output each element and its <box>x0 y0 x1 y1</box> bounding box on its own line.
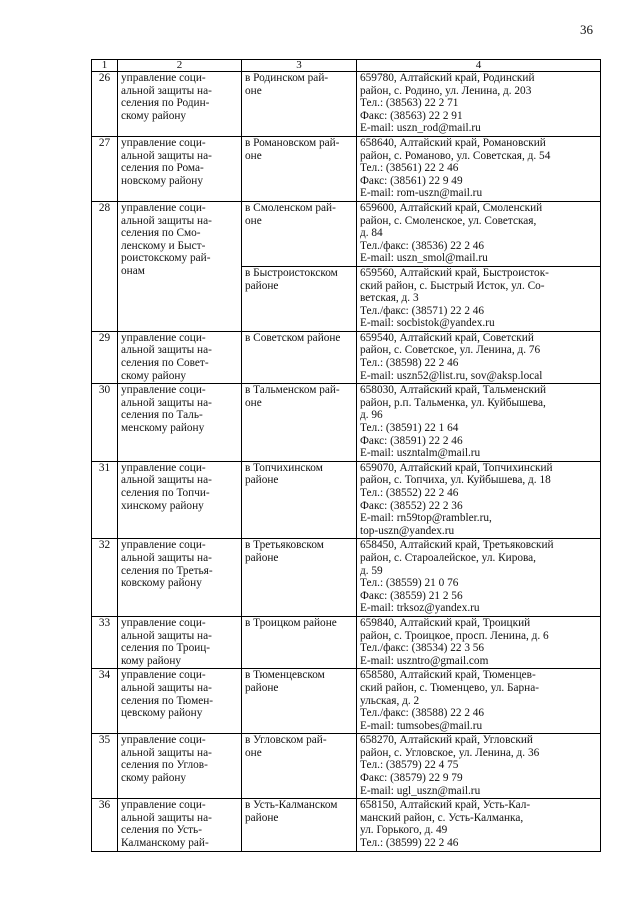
contact-line: Тел.: (38591) 22 1 64 <box>360 422 459 435</box>
organization-line: селения по Троиц- <box>121 642 211 655</box>
table-row <box>92 461 601 539</box>
contact-line: Факс: (38579) 22 9 79 <box>360 772 463 785</box>
contact-line: район, с. Староалейское, ул. Кирова, <box>360 551 537 564</box>
contact-line: 659780, Алтайский край, Родинский <box>360 72 535 84</box>
table-body <box>92 72 601 852</box>
organization-line: альной защиты на- <box>121 84 212 97</box>
organization-line: управление соци- <box>121 331 206 344</box>
organization-cell <box>118 331 242 383</box>
organization-line: альной защиты на- <box>121 344 212 357</box>
organization-line: Калманскому рай- <box>121 837 209 850</box>
district-line: в Усть-Калманском <box>245 799 338 812</box>
organization-line: скому району <box>121 772 187 785</box>
organization-line: управление соци- <box>121 384 206 397</box>
organization-line: управление соци- <box>121 669 206 682</box>
organization-line: селения по Смо- <box>121 227 201 240</box>
organization-line: цевскому району <box>121 707 203 720</box>
organization-line: альной защиты на- <box>121 551 212 564</box>
email-line[interactable]: E-mail: rn59top@rambler.ru, <box>360 512 492 525</box>
district-line: в Тальменском рай- <box>245 384 340 397</box>
table-row <box>92 539 601 617</box>
contacts-cell <box>357 616 601 668</box>
organization-line: управление соци- <box>121 136 206 149</box>
organization-line: альной защиты на- <box>121 681 212 694</box>
contact-line: Факс: (38561) 22 9 49 <box>360 174 463 187</box>
contact-line: ульская, д. 2 <box>360 694 420 707</box>
district-line: районе <box>245 474 279 487</box>
organization-cell <box>118 201 242 331</box>
contact-line: 659840, Алтайский край, Троицкий <box>360 616 531 629</box>
contact-line: 658640, Алтайский край, Романовский <box>360 136 546 149</box>
contact-line: район, с. Смоленское, ул. Советская, <box>360 214 537 227</box>
contact-line: Факс: (38552) 22 2 36 <box>360 499 463 512</box>
contact-line: район, с. Советское, ул. Ленина, д. 76 <box>360 344 541 357</box>
organization-line: альной защиты на- <box>121 474 212 487</box>
district-cell <box>242 72 357 137</box>
organization-line: онам <box>121 264 145 277</box>
organization-line: роистокскому рай- <box>121 252 211 265</box>
contacts-cell <box>357 384 601 462</box>
contact-line: д. 96 <box>360 409 383 422</box>
row-number: 27 <box>92 136 118 201</box>
email-line[interactable]: E-mail: uszn_rod@mail.ru <box>360 122 481 135</box>
organization-line: альной защиты на- <box>121 746 212 759</box>
district-line: в Романовском рай- <box>245 136 340 149</box>
contact-line: район, р.п. Тальменка, ул. Куйбышева, <box>360 396 546 409</box>
email-line[interactable]: E-mail: uszntro@gmail.com <box>360 654 489 667</box>
institutions-table <box>91 59 601 852</box>
district-cell <box>242 799 357 851</box>
organization-cell <box>118 539 242 617</box>
district-line: районе <box>245 681 279 694</box>
table-row <box>92 669 601 734</box>
district-cell <box>242 734 357 799</box>
table-row <box>92 136 601 201</box>
organization-cell <box>118 72 242 137</box>
contact-line: 658030, Алтайский край, Тальменский <box>360 384 547 397</box>
contact-line: Факс: (38559) 21 2 56 <box>360 589 463 602</box>
contact-line: 658580, Алтайский край, Тюменцев- <box>360 669 536 682</box>
organization-line: управление соци- <box>121 799 206 812</box>
organization-line: управление соци- <box>121 201 206 214</box>
district-cell <box>242 461 357 539</box>
organization-line: хинскому району <box>121 499 204 512</box>
row-number: 28 <box>92 201 118 331</box>
district-line: оне <box>245 214 262 227</box>
organization-line: скому району <box>121 109 187 122</box>
email-line[interactable]: E-mail: tumsobes@mail.ru <box>360 719 483 732</box>
contact-line: 658450, Алтайский край, Третьяковский <box>360 539 554 552</box>
page-number: 36 <box>580 22 593 37</box>
email-line[interactable]: E-mail: uszn52@list.ru, sov@aksp.local <box>360 369 543 382</box>
contact-line: Факс: (38591) 22 2 46 <box>360 434 463 447</box>
district-line: районе <box>245 279 279 292</box>
organization-line: ковскому району <box>121 577 202 590</box>
organization-line: скому району <box>121 369 187 382</box>
contact-line: 659560, Алтайский край, Быстроисток- <box>360 266 549 279</box>
contact-line: 659540, Алтайский край, Советский <box>360 331 534 344</box>
organization-cell <box>118 461 242 539</box>
email-line[interactable]: E-mail: socbistok@yandex.ru <box>360 317 495 330</box>
table-row <box>92 331 601 383</box>
contacts-cell <box>357 669 601 734</box>
table-header <box>92 60 601 72</box>
district-cell <box>242 266 357 331</box>
contact-line: Тел./факс: (38588) 22 2 46 <box>360 707 485 720</box>
contact-line: д. 84 <box>360 227 383 240</box>
contact-line: Тел./факс: (38571) 22 2 46 <box>360 304 485 317</box>
organization-line: селения по Топчи- <box>121 487 210 499</box>
contact-line: Тел.: (38559) 21 0 76 <box>360 577 459 590</box>
organization-line: селения по Таль- <box>121 409 203 422</box>
contacts-cell <box>357 136 601 201</box>
contact-line: ул. Горького, д. 49 <box>360 824 448 837</box>
contacts-cell <box>357 266 601 331</box>
organization-line: управление соци- <box>121 539 206 552</box>
contact-line: 659070, Алтайский край, Топчихинский <box>360 461 553 474</box>
contact-line: ский район, с. Тюменцево, ул. Барна- <box>360 681 539 694</box>
organization-cell <box>118 384 242 462</box>
row-number: 26 <box>92 72 118 137</box>
column-header-4: 4 <box>357 60 601 72</box>
contact-line: 658270, Алтайский край, Угловский <box>360 734 533 747</box>
column-header-1: 1 <box>92 60 118 72</box>
column-header-3: 3 <box>242 60 357 72</box>
contact-line: Тел.: (38598) 22 2 46 <box>360 357 459 370</box>
district-line: в Третьяковском <box>245 539 324 552</box>
contacts-cell <box>357 539 601 617</box>
contact-line: д. 59 <box>360 564 383 577</box>
organization-line: управление соци- <box>121 461 206 474</box>
row-number: 29 <box>92 331 118 383</box>
contact-line: Тел./факс: (38534) 22 3 56 <box>360 642 485 655</box>
organization-line: альной защиты на- <box>121 811 212 824</box>
district-line: оне <box>245 84 262 97</box>
table-row <box>92 616 601 668</box>
district-line: в Смоленском рай- <box>245 201 336 214</box>
district-line: в Угловском рай- <box>245 734 327 747</box>
district-line: в Быстроистокском <box>245 266 338 279</box>
contact-line: 659600, Алтайский край, Смоленский <box>360 201 543 214</box>
organization-line: менскому району <box>121 422 205 435</box>
email-line[interactable]: top-uszn@yandex.ru <box>360 524 455 537</box>
contacts-cell <box>357 799 601 851</box>
district-cell <box>242 669 357 734</box>
district-line: в Топчихинском <box>245 461 323 474</box>
email-line[interactable]: E-mail: uszn_smol@mail.ru <box>360 252 488 265</box>
contact-line: Тел./факс: (38536) 22 2 46 <box>360 239 485 252</box>
contacts-cell <box>357 461 601 539</box>
district-line: в Советском районе <box>245 331 341 344</box>
organization-line: селения по Тюмен- <box>121 694 214 707</box>
contact-line: Тел.: (38563) 22 2 71 <box>360 97 459 110</box>
contact-line: ветская, д. 3 <box>360 292 419 305</box>
organization-line: селения по Углов- <box>121 759 208 772</box>
district-line: в Троицком районе <box>245 616 337 629</box>
organization-cell <box>118 136 242 201</box>
table-row <box>92 799 601 851</box>
row-number: 31 <box>92 461 118 539</box>
contact-line: Тел.: (38599) 22 2 46 <box>360 837 459 850</box>
contacts-cell <box>357 331 601 383</box>
organization-cell <box>118 669 242 734</box>
contact-line: ский район, с. Быстрый Исток, ул. Со- <box>360 279 545 292</box>
contact-line: район, с. Троицкое, просп. Ленина, д. 6 <box>360 629 549 642</box>
organization-line: кому району <box>121 654 182 667</box>
district-line: в Родинском рай- <box>245 72 329 84</box>
organization-cell <box>118 799 242 851</box>
contact-line: район, с. Родино, ул. Ленина, д. 203 <box>360 84 532 97</box>
district-line: оне <box>245 149 262 162</box>
organization-line: альной защиты на- <box>121 396 212 409</box>
contact-line: район, с. Угловское, ул. Ленина, д. 36 <box>360 746 540 759</box>
district-cell <box>242 201 357 266</box>
contact-line: манский район, с. Усть-Калманка, <box>360 811 524 824</box>
email-line[interactable]: E-mail: uszntalm@mail.ru <box>360 447 481 460</box>
table-row <box>92 72 601 137</box>
row-number: 30 <box>92 384 118 462</box>
district-line: оне <box>245 746 262 759</box>
row-number: 36 <box>92 799 118 851</box>
table-row <box>92 384 601 462</box>
contact-line: 658150, Алтайский край, Усть-Кал- <box>360 799 531 812</box>
email-line[interactable]: E-mail: ugl_uszn@mail.ru <box>360 784 481 797</box>
contact-line: Тел.: (38561) 22 2 46 <box>360 162 459 175</box>
contacts-cell <box>357 734 601 799</box>
organization-line: управление соци- <box>121 72 206 84</box>
column-header-2: 2 <box>118 60 242 72</box>
organization-line: альной защиты на- <box>121 149 212 162</box>
organization-line: альной защиты на- <box>121 214 212 227</box>
district-line: районе <box>245 811 279 824</box>
organization-line: селения по Родин- <box>121 97 210 110</box>
row-number: 33 <box>92 616 118 668</box>
contact-line: район, с. Романово, ул. Советская, д. 54 <box>360 149 551 162</box>
organization-line: управление соци- <box>121 734 206 747</box>
organization-line: селения по Третья- <box>121 564 213 577</box>
table-row <box>92 734 601 799</box>
district-cell <box>242 331 357 383</box>
email-line[interactable]: E-mail: rom-uszn@mail.ru <box>360 187 483 200</box>
organization-line: новскому району <box>121 174 203 187</box>
contact-line: Тел.: (38579) 22 4 75 <box>360 759 459 772</box>
organization-cell <box>118 734 242 799</box>
contacts-cell <box>357 72 601 137</box>
email-line[interactable]: E-mail: trksoz@yandex.ru <box>360 602 480 615</box>
district-cell <box>242 539 357 617</box>
organization-line: селения по Рома- <box>121 162 204 175</box>
district-cell <box>242 136 357 201</box>
contacts-cell <box>357 201 601 266</box>
row-number: 32 <box>92 539 118 617</box>
contact-line: район, с. Топчиха, ул. Куйбышева, д. 18 <box>360 474 551 487</box>
contact-line: Тел.: (38552) 22 2 46 <box>360 487 459 499</box>
contact-line: Факс: (38563) 22 2 91 <box>360 109 463 122</box>
row-number: 35 <box>92 734 118 799</box>
district-cell <box>242 616 357 668</box>
table-row <box>92 201 601 266</box>
organization-line: ленскому и Быст- <box>121 239 206 252</box>
district-line: оне <box>245 396 262 409</box>
organization-line: управление соци- <box>121 616 206 629</box>
district-line: районе <box>245 551 279 564</box>
organization-line: селения по Усть- <box>121 824 202 837</box>
organization-line: селения по Совет- <box>121 357 209 370</box>
row-number: 34 <box>92 669 118 734</box>
organization-line: альной защиты на- <box>121 629 212 642</box>
district-cell <box>242 384 357 462</box>
organization-cell <box>118 616 242 668</box>
district-line: в Тюменцевском <box>245 669 325 682</box>
